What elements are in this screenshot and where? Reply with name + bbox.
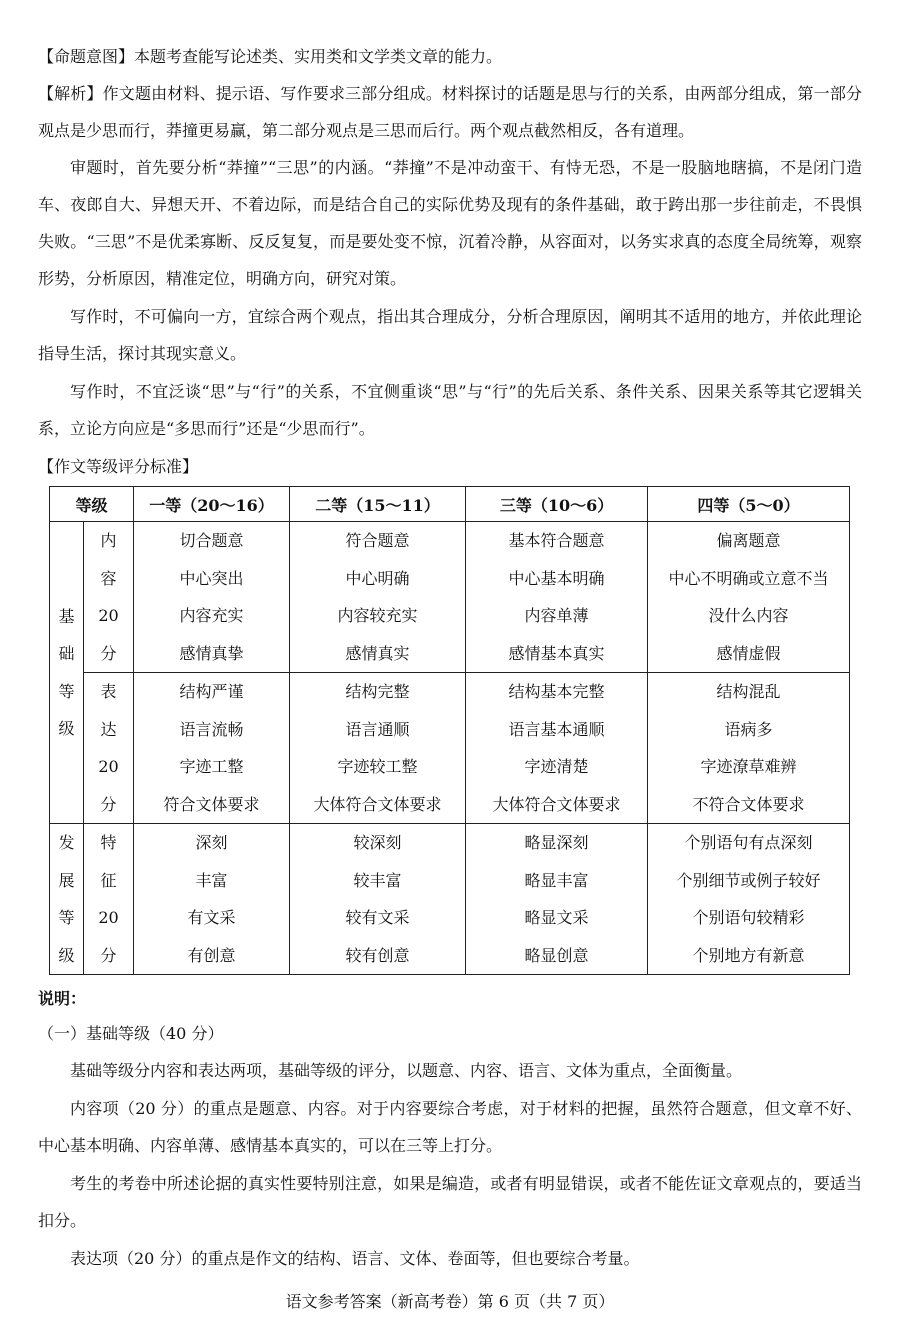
table-caption: 【作文等级评分标准】 xyxy=(38,457,199,476)
content-grade-3: 基本符合题意 中心基本明确 内容单薄 感情基本真实 xyxy=(466,522,648,673)
expression-sublabel: 表 达 20 分 xyxy=(84,673,134,824)
header-grade-3: 三等（10～6） xyxy=(466,487,648,522)
content-grade-4: 偏离题意 中心不明确或立意不当 没什么内容 感情虚假 xyxy=(648,522,850,673)
header-grade-1: 一等（20～16） xyxy=(134,487,290,522)
intent-paragraph xyxy=(38,38,862,75)
expression-grade-2: 结构完整 语言通顺 字迹较工整 大体符合文体要求 xyxy=(290,673,466,824)
content-grade-2: 符合题意 中心明确 内容较充实 感情真实 xyxy=(290,522,466,673)
analysis-label: 【解析】 xyxy=(38,84,103,103)
content-sublabel: 内 容 20 分 xyxy=(84,522,134,673)
analysis-text-1: 作文题由材料、提示语、写作要求三部分组成。材料探讨的话题是思与行的关系，由两部分组成，第一部分观点是少思而行，莽撞更易赢，第二部分观点是三思而后行。两个观点截然相反，各有道理。 xyxy=(38,84,862,140)
analysis-paragraph-2: 审题时，首先要分析“莽撞”“三思”的内涵。“莽撞”不是冲动蛮干、有恃无恐，不是一股脑地瞎搞，不是闭门造车、夜郎自大、异想天开、不着边际，而是结合自己的实际优势及现有的条件基础，敢于跨出那一步往前走，不畏惧失败。“三思”不是优柔寡断、反反复复，而是要处变不惊，沉着冷静，从容面对，以务实求真的态度全局统筹，观察形势，分析原因，精准定位，明确方向，研究对策。 xyxy=(38,158,862,288)
header-grade-2: 二等（15～11） xyxy=(290,487,466,522)
notes-paragraph-1: 基础等级分内容和表达两项，基础等级的评分，以题意、内容、语言、文体为重点，全面衡量。 xyxy=(70,1061,743,1080)
analysis-paragraph-4: 写作时，不宜泛谈“思”与“行”的关系，不宜侧重谈“思”与“行”的先后关系、条件关系、因果关系等其它逻辑关系，立论方向应是“多思而行”还是“少思而行”。 xyxy=(38,382,862,438)
content-grade-1: 切合题意 中心突出 内容充实 感情真挚 xyxy=(134,522,290,673)
feature-grade-4: 个别语句有点深刻 个别细节或例子较好 个别语句较精彩 个别地方有新意 xyxy=(648,824,850,975)
intent-text: 本题考查能写论述类、实用类和文学类文章的能力。 xyxy=(134,47,503,66)
expression-grade-4: 结构混乱 语病多 字迹潦草难辨 不符合文体要求 xyxy=(648,673,850,824)
grading-table xyxy=(49,486,850,975)
feature-row xyxy=(50,824,850,975)
content-row xyxy=(50,522,850,673)
notes-paragraph-2: 内容项（20 分）的重点是题意、内容。对于内容要综合考虑，对于材料的把握，虽然符合题意，但文章不好、中心基本明确、内容单薄、感情基本真实的，可以在三等上打分。 xyxy=(38,1099,862,1155)
development-level-label: 发 展 等 级 xyxy=(50,824,84,975)
notes-heading: 说明： xyxy=(38,989,87,1008)
notes-paragraph-3: 考生的考卷中所述论据的真实性要特别注意，如果是编造，或者有明显错误，或者不能佐证文章观点的，要适当扣分。 xyxy=(38,1174,862,1230)
page-footer: 语文参考答案（新高考卷）第 6 页（共 7 页） xyxy=(285,1292,615,1311)
intent-label: 【命题意图】 xyxy=(38,47,135,66)
header-grade-4: 四等（5～0） xyxy=(648,487,850,522)
grading-table-header-row xyxy=(50,487,850,522)
feature-sublabel: 特 征 20 分 xyxy=(84,824,134,975)
feature-grade-1: 深刻 丰富 有文采 有创意 xyxy=(134,824,290,975)
expression-row xyxy=(50,673,850,824)
notes-section-1: （一）基础等级（40 分） xyxy=(38,1024,224,1043)
analysis-paragraph-3: 写作时，不可偏向一方，宜综合两个观点，指出其合理成分，分析合理原因，阐明其不适用的地方，并依此理论指导生活，探讨其现实意义。 xyxy=(38,307,862,363)
header-level: 等级 xyxy=(50,487,134,522)
analysis-paragraph-1 xyxy=(38,75,862,149)
basic-level-label: 基 础 等 级 xyxy=(50,522,84,824)
feature-grade-2: 较深刻 较丰富 较有文采 较有创意 xyxy=(290,824,466,975)
notes-paragraph-4: 表达项（20 分）的重点是作文的结构、语言、文体、卷面等，但也要综合考量。 xyxy=(70,1249,640,1268)
expression-grade-3: 结构基本完整 语言基本通顺 字迹清楚 大体符合文体要求 xyxy=(466,673,648,824)
expression-grade-1: 结构严谨 语言流畅 字迹工整 符合文体要求 xyxy=(134,673,290,824)
feature-grade-3: 略显深刻 略显丰富 略显文采 略显创意 xyxy=(466,824,648,975)
